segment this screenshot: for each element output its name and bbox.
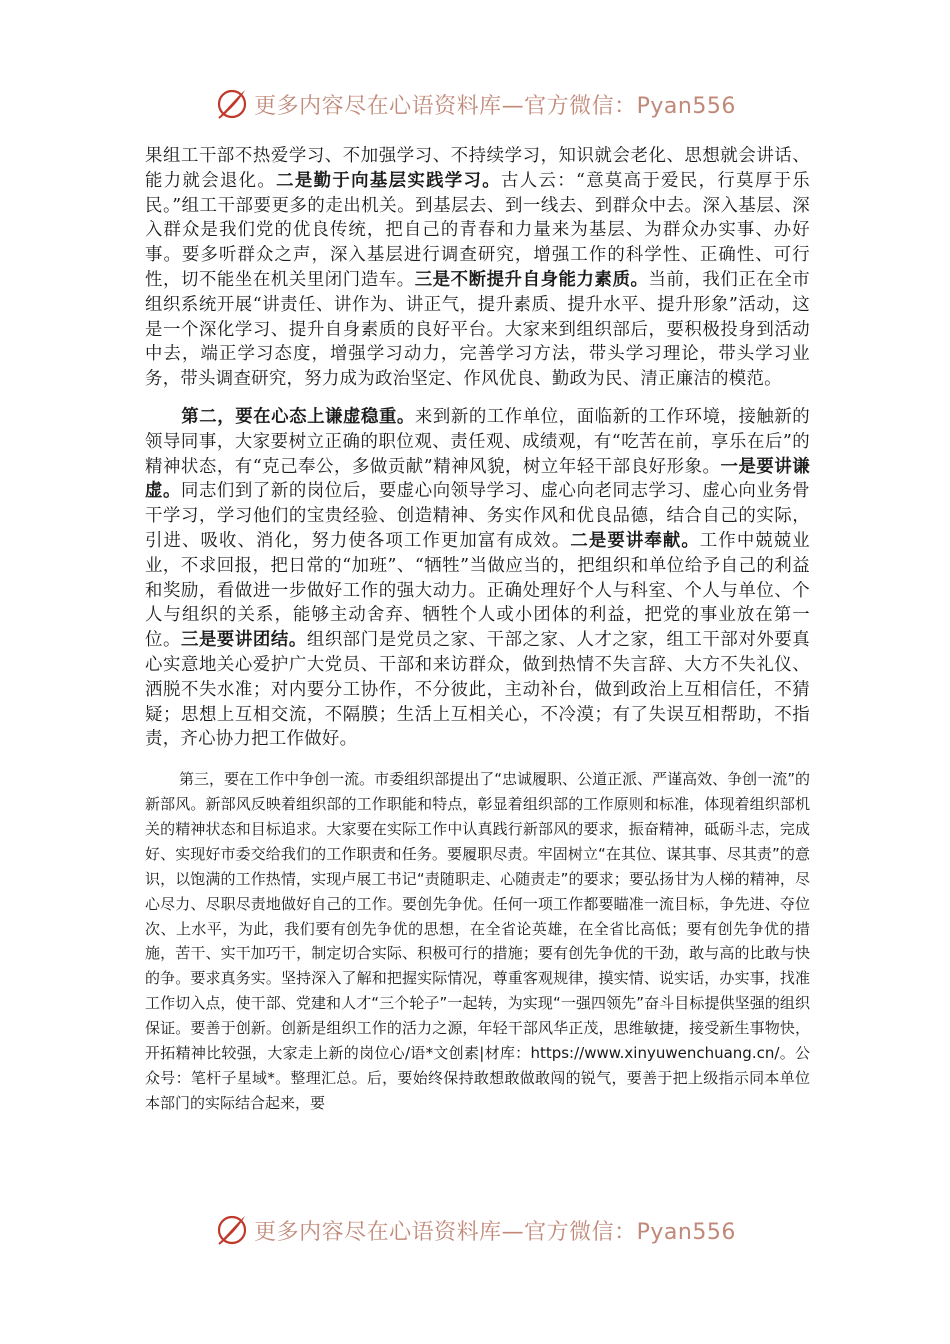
quill-logo-icon [214, 1212, 250, 1248]
paragraph-study [145, 144, 810, 392]
paragraph-third [145, 767, 810, 1116]
text-run: 果组工干部不热爱学习、不加强学习、不持续学习，知识就会老化、思想就会讲话、能力就会退化。 [145, 146, 810, 191]
watermark-text: 更多内容尽在心语资料库—官方微信：Pyan556 [254, 1219, 736, 1245]
bold-heading: 一是要讲谦虚。 [145, 456, 810, 502]
text-run: 古人云：“意莫高于爱民，行莫厚于乐民。”组工干部要更多的走出机关。到基层去、到一线去、到群众中去。深入基层、深入群众是我们党的优良传统，把自己的青春和力量来为基层、为群众办实事、办好事。要多听群众之声，深入基层进行调查研究，增强工作的科学性、正确性、可行性，切不能坐在机关里闭门造车。 [145, 170, 810, 290]
bold-heading: 二是勤于向基层实践学习。 [276, 170, 502, 191]
text-run: 同志们到了新的岗位后，要虚心向领导学习、虚心向老同志学习、虚心向业务骨干学习，学习他们的宝贵经验、创造精神、务实作风和优良品德，结合自己的实际，引进、吸收、消化，努力使各项工作更加富有成效。 [145, 481, 810, 551]
watermark-footer [0, 1210, 950, 1250]
bold-heading: 二是要讲奉献。 [570, 530, 700, 551]
text-run: 当前，我们正在全市组织系统开展“讲责任、讲作为、讲正气，提升素质、提升水平、提升形象”活动，这是一个深化学习、提升自身素质的良好平台。大家来到组织部后，要积极投身到活动中去，端正学习态度，增强学习动力，完善学习方法，带头学习理论，带头学习业务，带头调查研究，努力成为政治坚定、作风优良、勤政为民、清正廉洁的模范。 [145, 269, 810, 390]
text-run: 来到新的工作单位，面临新的工作环境，接触新的领导同事，大家要树立正确的职位观、责任观、成绩观，有“吃苦在前，享乐在后”的精神状态，有“克己奉公，多做贡献”精神风貌，树立年轻干部良好形象。 [145, 406, 810, 477]
bold-heading: 三是不断提升自身能力素质。 [414, 269, 649, 290]
paragraph-second [145, 405, 810, 752]
watermark-header [0, 84, 950, 124]
watermark-text: 更多内容尽在心语资料库—官方微信：Pyan556 [254, 93, 736, 119]
quill-logo-icon [214, 86, 250, 122]
text-run: 组织部门是党员之家、干部之家、人才之家，组工干部对外要真心实意地关心爱护广大党员、干部和来访群众，做到热情不失言辞、大方不失礼仪、洒脱不失水准；对内要分工协作，不分彼此，主动补台，做到政治上互相信任，不猜疑；思想上互相交流，不隔膜；生活上互相关心，不冷漠；有了失误互相帮助，不指责，齐心协力把工作做好。 [145, 630, 811, 750]
bold-heading: 三是要讲团结。 [180, 630, 307, 651]
text-run: 工作中兢兢业业，不求回报，把日常的“加班”、“牺牲”当做应当的，把组织和单位给予自己的利益和奖励，看做进一步做好工作的强大动力。正确处理好个人与科室、个人与单位、个人与组织的关系，能够主动舍弃、牺牲个人或小团体的利益，把党的事业放在第一位。 [145, 530, 810, 651]
document-body [145, 144, 810, 1116]
section-heading: 第二，要在心态上谦虚稳重。 [181, 406, 415, 427]
text-run: 第三，要在工作中争创一流。市委组织部提出了“忠诚履职、公道正派、严谨高效、争创一流”的新部风。新部风反映着组织部的工作职能和特点，彰显着组织部的工作原则和标准，体现着组织部机关的精神状态和目标追求。大家要在实际工作中认真践行新部风的要求，振奋精神，砥砺斗志，完成好、实现好市委交给我们的工作职责和任务。要履职尽责。牢固树立“在其位、谋其事、尽其责”的意识，以饱满的工作热情，实现卢展工书记“责随职走、心随责走”的要求；要弘扬甘为人梯的精神，尽心尽力、尽职尽责地做好自己的工作。要创先争优。任何一项工作都要瞄准一流目标，争先进、夺位次、上水平，为此，我们要有创先争优的思想，在全省论英雄，在全省比高低；要有创先争优的措施，苦干、实干加巧干，制定切合实际、积极可行的措施；要有创先争优的干劲，敢与高的比敢与快的争。要求真务实。坚持深入了解和把握实际情况，尊重客观规律，摸实情、说实话，办实事，找准工作切入点，使干部、党建和人才“三个轮子”一起转，为实现“一强四领先”奋斗目标提供坚强的组织保证。要善于创新。创新是组织工作的活力之源，年轻干部风华正茂，思维敏捷，接受新生事物快，开拓精神比较强，大家走上新的岗位心/语*文创素|材库：https://www.xinyuwenchuang.cn/。公众号：笔杆子星域*。整理汇总。后，要始终保持敢想敢做敢闯的锐气，要善于把上级指示同本单位本部门的实际结合起来，要 [145, 770, 810, 1112]
